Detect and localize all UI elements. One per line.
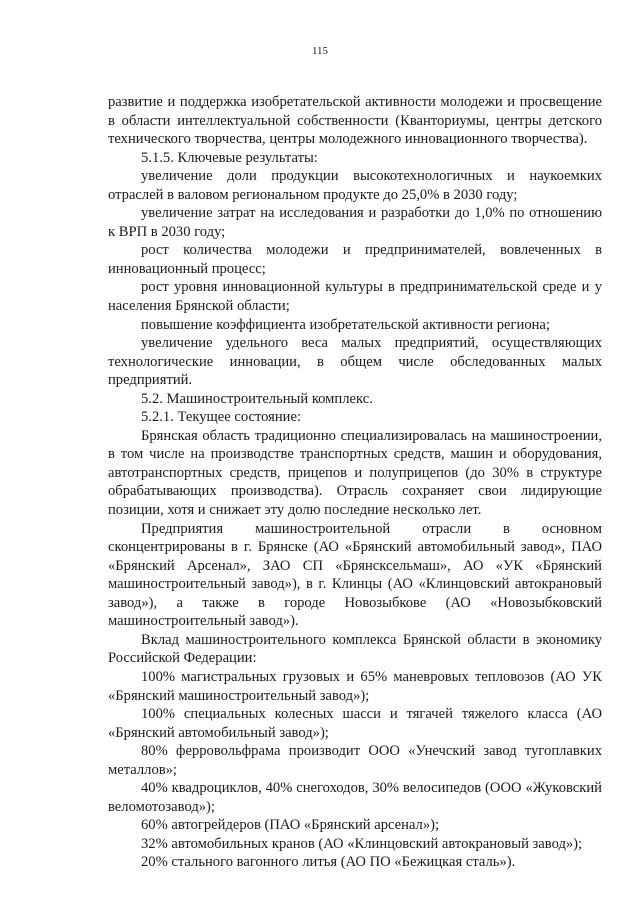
list-item: увеличение доли продукции высокотехнологичных и наукоемких отраслей в валовом региональном продукте до 25,0% в 2030 году; <box>108 168 602 203</box>
list-item: 60% автогрейдеров (ПАО «Брянский арсенал»); <box>141 817 440 834</box>
list-item: 80% ферровольфрама производит ООО «Унечский завод тугоплавких металлов»; <box>108 743 602 778</box>
list-item: 40% квадроциклов, 40% снегоходов, 30% велосипедов (ООО «Жуковский веломотозавод»); <box>108 780 602 815</box>
list-item: увеличение удельного веса малых предприятий, осуществляющих технологические инновации, в общем числе обследованных малых предприятий. <box>108 335 602 389</box>
page-number: 115 <box>311 45 329 57</box>
paragraph: Предприятия машиностроительной отрасли в основном сконцентрированы в г. Брянске (АО «Брянский автомобильный завод», ПАО «Брянский Арсенал», ЗАО СП «Брянсксельмаш», АО «УК «Брянский машиностроительный завод»), в г. Клинцы (АО «Клинцовский автокрановый завод»), а также в городе Новозыбкове (АО «Новозыбковский машиностроительный завод»). <box>108 520 602 630</box>
list-item: рост уровня инновационной культуры в предпринимательской среде и у населения Брянской области; <box>108 279 602 315</box>
list-item: 100% магистральных грузовых и 65% маневровых тепловозов (АО УК «Брянский машиностроительный завод»); <box>108 668 602 704</box>
body-text <box>108 93 602 872</box>
list-item: увеличение затрат на исследования и разработки до 1,0% по отношению к ВРП в 2030 году; <box>108 205 602 240</box>
list-item: рост количества молодежи и предпринимателей, вовлеченных в инновационный процесс; <box>108 242 602 277</box>
paragraph: развитие и поддержка изобретательской активности молодежи и просвещение в области интеллектуальной собственности (Кванториумы, центры детского технического творчества, центры молодежного инновационного творчества). <box>108 94 602 148</box>
section-heading: 5.2. Машиностроительный комплекс. <box>141 390 373 407</box>
paragraph: Вклад машиностроительного комплекса Брянской области в экономику Российской Федерации: <box>108 631 602 667</box>
list-item: 100% специальных колесных шасси и тягачей тяжелого класса (АО «Брянский автомобильный завод»); <box>108 706 602 741</box>
list-item: 20% стального вагонного литья (АО ПО «Бежицкая сталь»). <box>141 854 516 871</box>
list-item: 32% автомобильных кранов (АО «Клинцовский автокрановый завод»); <box>141 835 583 852</box>
list-item: повышение коэффициента изобретательской активности региона; <box>141 316 550 333</box>
section-heading: 5.1.5. Ключевые результаты: <box>141 149 318 166</box>
paragraph: Брянская область традиционно специализировалась на машиностроении, в том числе на производстве транспортных средств, машин и оборудования, автотранспортных средств, прицепов и полуприцепов (до 30% в структуре обрабатывающих производства). Отрасль сохраняет свои лидирующие позиции, хотя и снижает эту долю последние несколько лет. <box>108 427 602 519</box>
section-heading: 5.2.1. Текущее состояние: <box>141 409 302 426</box>
